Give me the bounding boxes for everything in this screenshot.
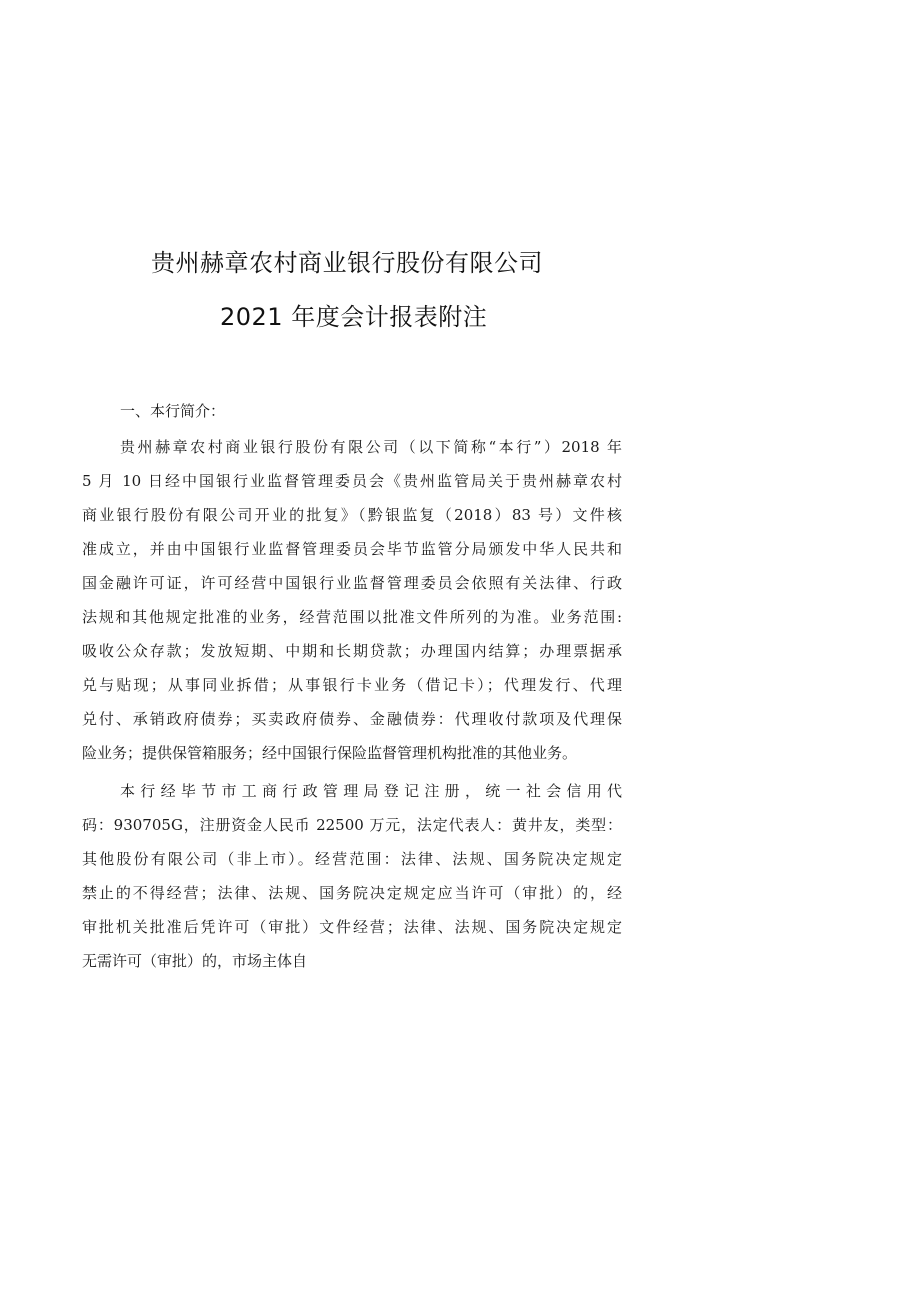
text-line: 兑与贴现；从事同业拆借；从事银行卡业务（借记卡）；代理发行、代理 (82, 676, 622, 694)
text-line: 吸收公众存款；发放短期、中期和长期贷款；办理国内结算；办理票据承 (82, 642, 622, 660)
section-heading: 一、本行简介： (120, 402, 226, 420)
text-line: 兑付、承销政府债券；买卖政府债券、金融债券：代理收付款项及代理保 (82, 710, 622, 728)
text-line: 商业银行股份有限公司开业的批复》（黔银监复（2018）83 号）文件核 (82, 506, 622, 524)
document-subtitle: 2021 年度会计报表附注 (220, 303, 488, 331)
text-line: 准成立，并由中国银行业监督管理委员会毕节监管分局颁发中华人民共和 (82, 540, 622, 558)
text-line: 国金融许可证，许可经营中国银行业监督管理委员会依照有关法律、行政 (82, 574, 622, 592)
text-line: 其他股份有限公司（非上市）。经营范围：法律、法规、国务院决定规定 (82, 850, 622, 868)
text-line: 码：930705G，注册资金人民币 22500 万元，法定代表人：黄井友，类型： (82, 816, 622, 834)
text-line: 5 月 10 日经中国银行业监督管理委员会《贵州监管局关于贵州赫章农村 (82, 472, 622, 490)
text-line: 法规和其他规定批准的业务，经营范围以批准文件所列的为准。业务范围: (82, 608, 622, 626)
text-line: 审批机关批准后凭许可（审批）文件经营；法律、法规、国务院决定规定 (82, 918, 622, 936)
paragraph-bank-introduction (82, 430, 622, 770)
text-line: 本行经毕节市工商行政管理局登记注册，统一社会信用代 (120, 782, 622, 800)
text-line: 险业务；提供保管箱服务；经中国银行保险监督管理机构批准的其他业务。 (82, 744, 578, 762)
document-title: 贵州赫章农村商业银行股份有限公司 (151, 249, 543, 277)
text-line: 禁止的不得经营；法律、法规、国务院决定规定应当许可（审批）的，经 (82, 884, 622, 902)
text-line: 贵州赫章农村商业银行股份有限公司（以下简称“本行”）2018 年 (120, 438, 622, 456)
paragraph-registration-info (82, 774, 622, 978)
text-line: 无需许可（审批）的，市场主体自 (82, 952, 308, 970)
